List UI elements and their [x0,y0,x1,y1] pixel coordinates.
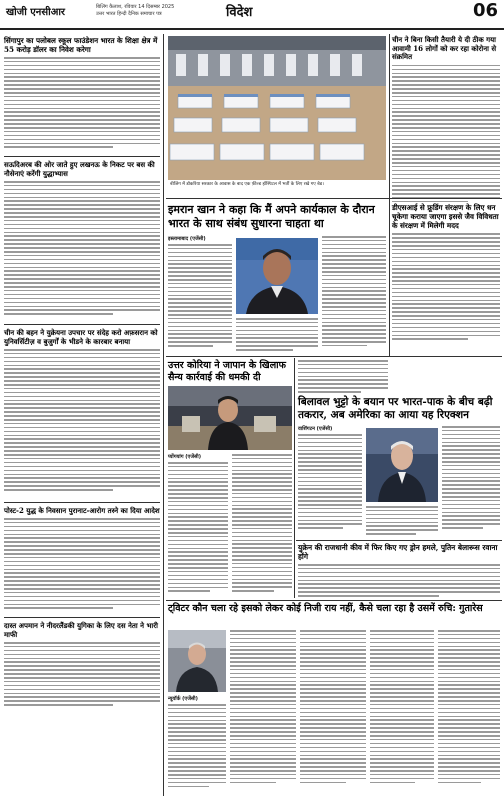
lead-col-1 [168,236,232,352]
column-rule [294,358,295,598]
divider [4,617,160,618]
column-rule [389,34,390,200]
article-body [298,434,362,534]
putin-body [298,564,500,598]
nk-col-1 [168,454,228,596]
nk-dateline: प्योंगयांग (एजेंसी) [168,454,201,460]
article-body [236,318,318,352]
section-title: विदेश [226,5,253,20]
article-body [4,518,160,614]
article-body [392,233,500,345]
column-rule [163,34,164,796]
masthead [0,0,504,30]
biden-photo [366,428,438,502]
article-body [168,462,228,596]
bilawal-headline: बिलावल भुट्टो के बयान पर भारत-पाक के बीच बढ़ी तकरार, अब अमेरिका का आया यह रिएक्शन [298,396,493,421]
headline-singapore: सिंगापुर का पलोबल स्कूल फाउंडेशन भारत के शिक्षा क्षेत्र में 55 करोड़ डॉलर का निवेश करेगा [4,36,158,54]
article-body [442,426,500,534]
article-body [4,181,160,321]
article-body [366,506,438,536]
twitter-col-2 [300,630,366,790]
article-body [300,630,366,790]
article-body [438,630,500,790]
article-body [298,360,388,394]
article-body [230,630,296,790]
bilawal-col-1 [298,426,362,534]
headline-saudi: सऊदिअरब की ओर जाते हुए लखनऊ के निकट पर बस की नौसेनाएं करेंगी युद्धाभ्यास [4,160,155,178]
twitter-headline: ट्विटर कौन चला रहे इसको लेकर कोई निजी राय नहीं, कैसे चला रहा है उसमें रुचि: गुतारेस [168,603,483,614]
guterres-photo [168,630,226,692]
lead-col-2 [236,318,318,352]
article-body [370,630,434,790]
headline-china-covid: चीन ने बिना किसी तैयारी ये दी ठीक गया आवामी 16 लोगों को कर रहा कोरोना से संक्रमित [392,35,497,62]
hospital-photo [168,36,386,180]
dateline-block [96,4,174,18]
headline-china-sister: चीन की बहन ने युक्रेयना उपचार पर संदेह करो अफ़सरान को युनिवर्सिटीज़ व बुजुर्गों के भीडने के कारबार बनाया [4,328,158,346]
article-body [232,454,292,596]
divider [4,156,160,157]
north-korea-headline: उत्तर कोरिया ने जापान के खिलाफ सैन्य कार्रवाई की धमकी दी [168,360,286,383]
column-rule [389,200,390,356]
article-body [168,244,232,352]
headline-dsi: डीएसआई से फ्रूडिंग संरक्षण के लिए धन चूकेगा कराया जाएगा इससे जैव विविधता के संरक्षण में मिलेगी मदद [392,203,499,230]
section-divider [166,600,502,601]
article-body [298,564,500,598]
lead-col-3 [322,236,386,352]
article-body [4,57,160,153]
bilawal-lead-text [298,360,388,394]
article-body [322,236,386,352]
bilawal-col-2 [366,506,438,536]
dsi-story [392,204,500,345]
left-column [4,36,160,712]
photo-caption: बीजिंग में डोकरिया सरकार के आवास के बाद एक फ़ील्ड हॉस्पिटल में भर्ती के लिए रखे गए बेड। [170,182,324,187]
right-column [392,36,500,210]
bilawal-dateline: वाशिंगटन (एजेंसी) [298,426,333,432]
twitter-col-4 [438,630,500,790]
headline-post-war: पोस्ट-2 युद्ध के निवसान पुरानाट-आरोग तस्ने का दिया आदेश [4,506,160,515]
lead-headline: इमरान खान ने कहा कि मैं अपने कार्यकाल के दौरान भारत के साथ संबंध सुधारना चाहता था [168,203,375,230]
twitter-col-0 [168,696,226,794]
imran-khan-photo [236,238,318,314]
putin-headline: युक्रेन की राजधानी कीव में फिर किए गए ड्रोन हमले, पुतिन बेलारूस रवाना होंगे [298,543,498,561]
kim-jong-un-photo [168,386,292,450]
issue-date: बिलिंग कैलाश, रविवार 14 दिसम्बर 2025 [96,4,175,10]
page-number: 06 [472,0,498,21]
lead-dateline: इस्लामाबाद (एजेंसी) [168,236,206,242]
article-body [4,349,160,499]
divider [4,502,160,503]
section-divider [166,356,502,357]
twitter-col-1 [230,630,296,790]
twitter-dateline: न्यूयॉर्क (एजेंसी) [168,696,198,702]
section-divider [296,540,502,541]
divider [4,324,160,325]
nk-col-2 [232,454,292,596]
headline-netherlands: दास्त अपमान ने नीदरलैंडकी युगिका के लिए दस नेता ने भारी माफी [4,621,158,639]
twitter-col-3 [370,630,434,790]
section-divider [166,198,502,199]
article-body [392,65,500,210]
article-body [4,642,160,712]
article-body [168,704,226,794]
bilawal-col-3 [442,426,500,534]
newspaper-name: खोजी एनसीआर [6,7,66,18]
paper-tagline: उत्तर भारत हिन्दी दैनिक समाचार पत्र [96,11,162,17]
